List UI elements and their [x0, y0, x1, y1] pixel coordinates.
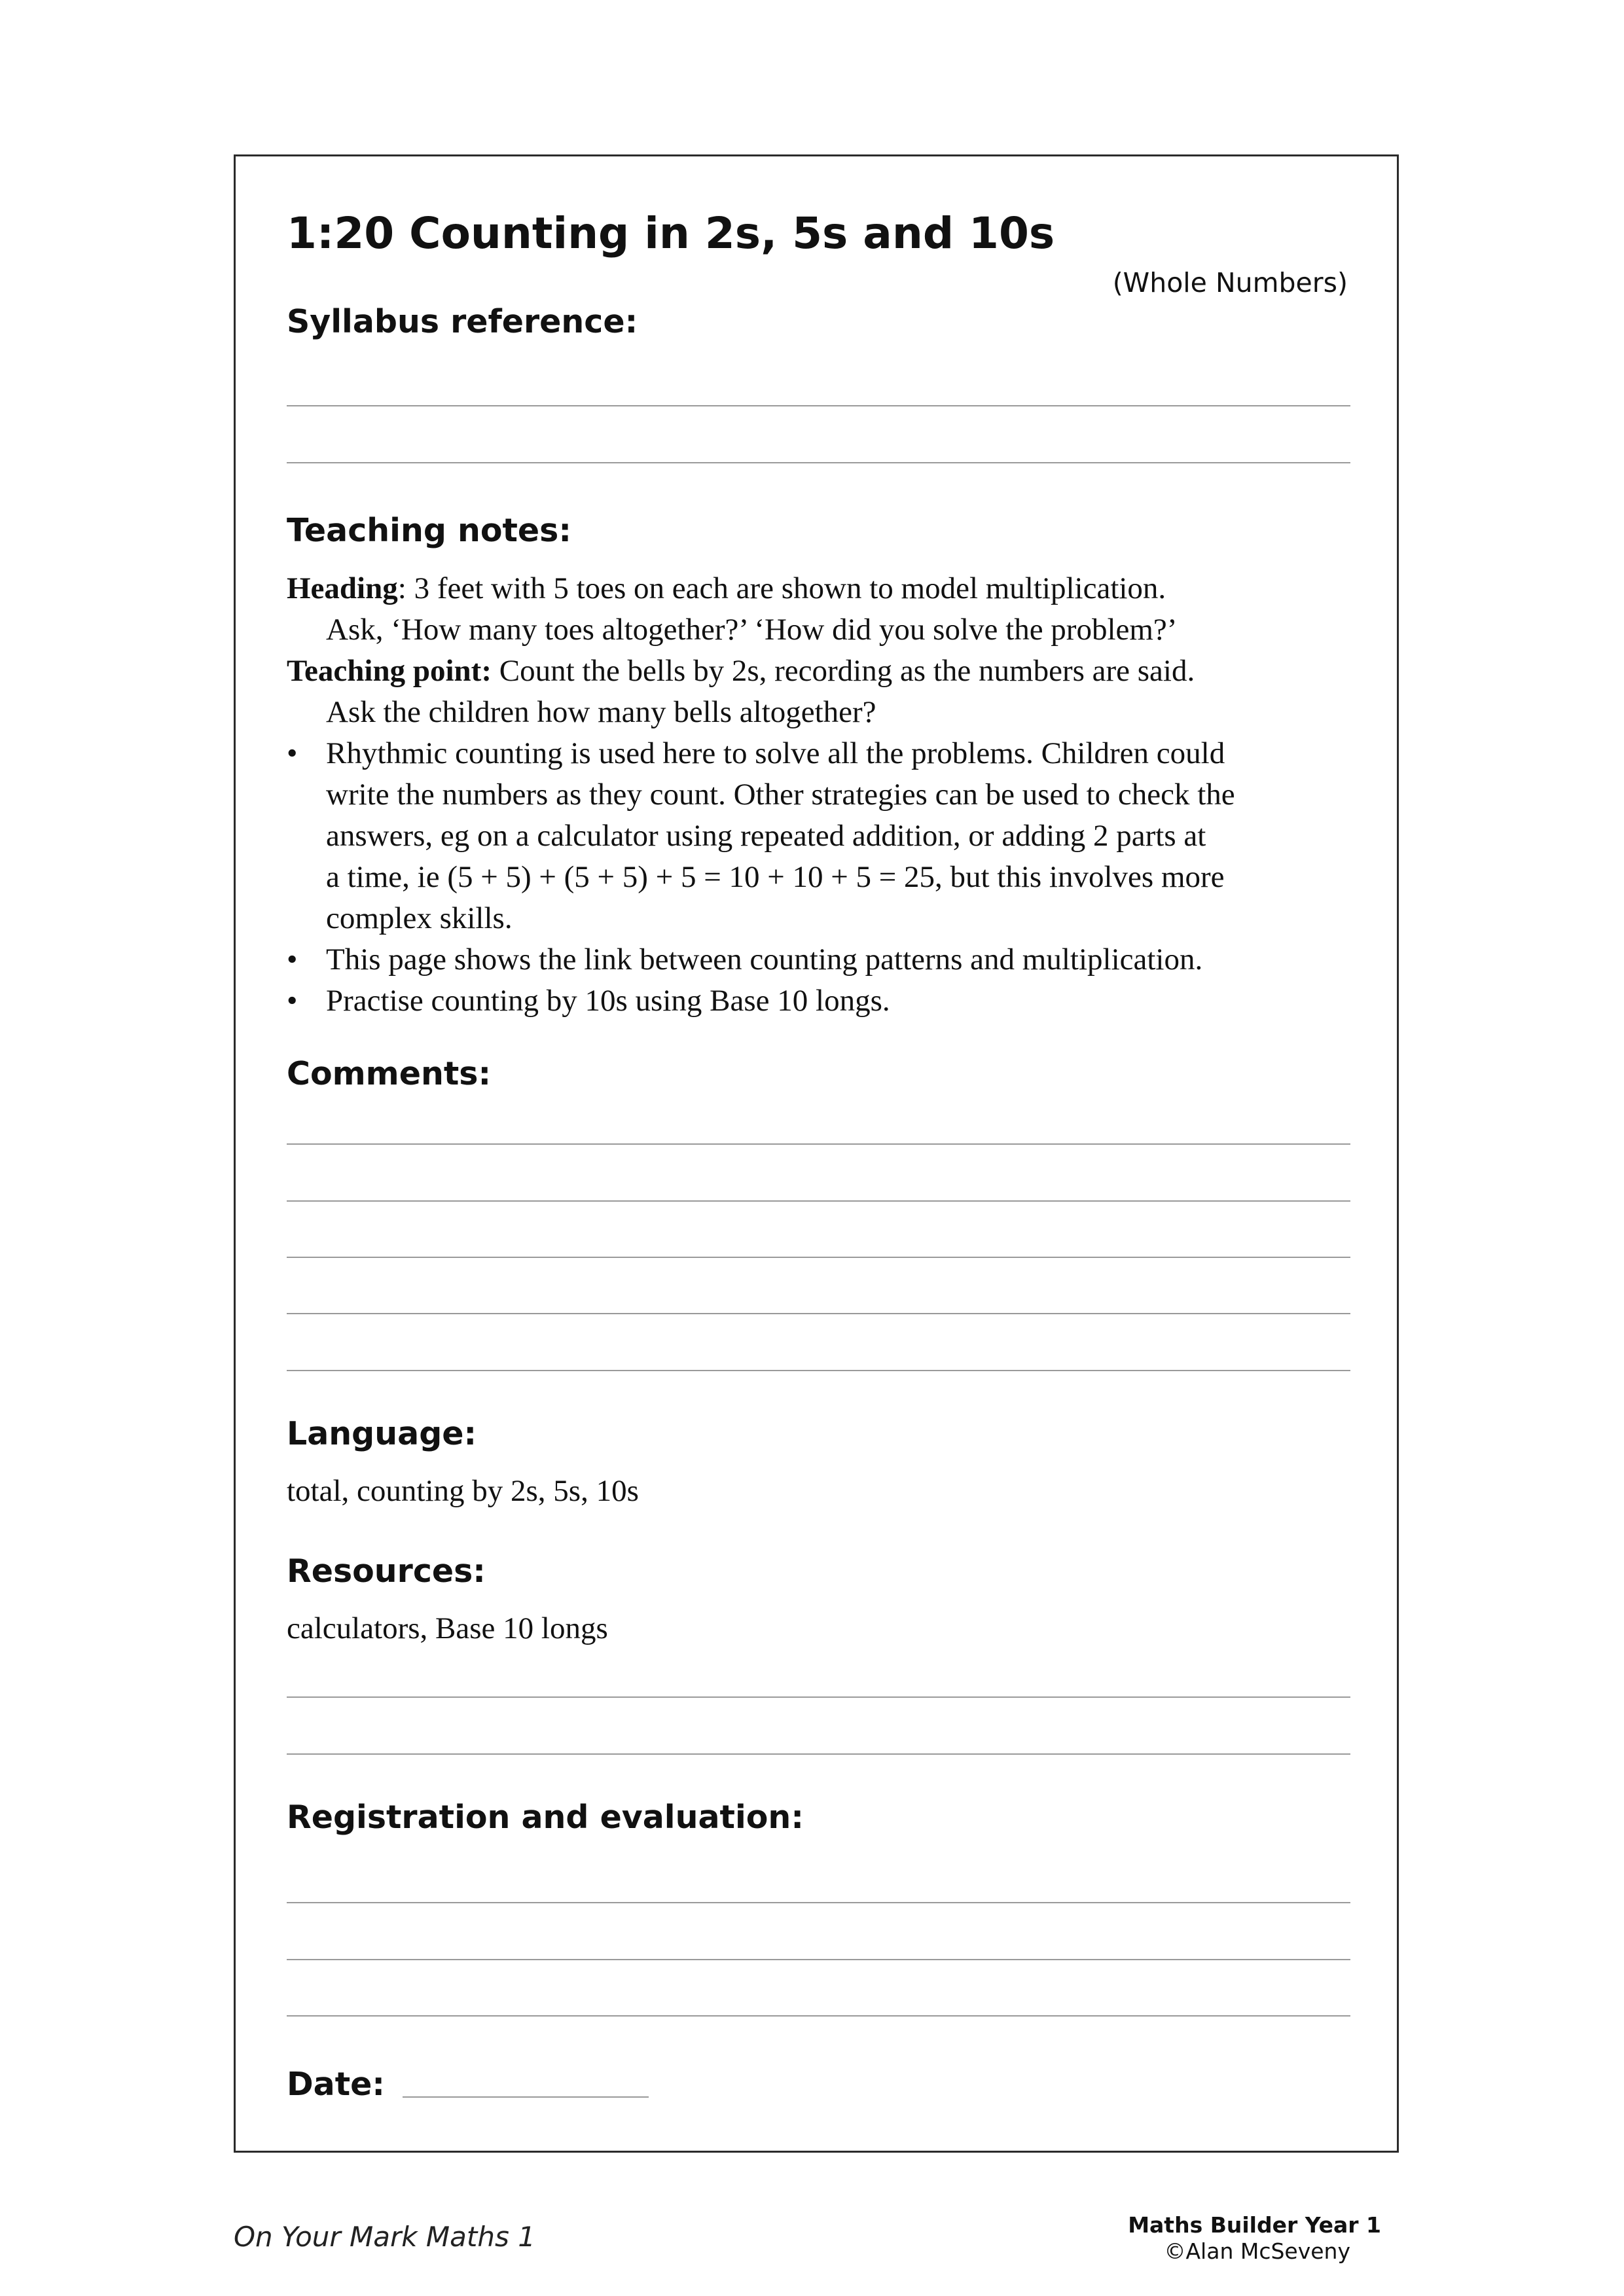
resources-heading: Resources: — [287, 1552, 486, 1590]
bullet-icon: • — [287, 942, 298, 977]
page-title: 1:20 Counting in 2s, 5s and 10s — [287, 208, 1055, 259]
date-line — [403, 2096, 649, 2098]
language-heading: Language: — [287, 1415, 477, 1452]
bullet-icon: • — [287, 736, 298, 770]
heading-note — [287, 568, 1360, 609]
teaching-point — [287, 651, 1360, 692]
comments-line-3 — [287, 1257, 1350, 1258]
registration-line-3 — [287, 2015, 1350, 2017]
bullet-1-line: a time, ie (5 + 5) + (5 + 5) + 5 = 10 + 10 + 5 = 25, but this involves more — [326, 860, 1225, 894]
footer-series: On Your Mark Maths 1 — [234, 2221, 535, 2253]
bullet-1-line: Rhythmic counting is used here to solve all the problems. Children could — [326, 736, 1225, 770]
bullet-2-text: This page shows the link between counting patterns and multiplication. — [326, 942, 1203, 977]
resources-line-2 — [287, 1753, 1350, 1755]
registration-heading: Registration and evaluation: — [287, 1799, 804, 1836]
bullet-item-2 — [287, 939, 1360, 980]
page-border — [234, 154, 1399, 2153]
date-label: Date: — [287, 2066, 385, 2103]
bullet-1-line: complex skills. — [326, 901, 513, 935]
comments-line-1 — [287, 1143, 1350, 1145]
comments-line-2 — [287, 1200, 1350, 1202]
syllabus-line-2 — [287, 462, 1350, 463]
registration-line-2 — [287, 1959, 1350, 1960]
teaching-point-text: Count the bells by 2s, recording as the numbers are said. — [491, 654, 1195, 688]
language-text: total, counting by 2s, 5s, 10s — [287, 1474, 639, 1508]
resources-text: calculators, Base 10 longs — [287, 1611, 608, 1645]
comments-line-4 — [287, 1313, 1350, 1314]
comments-heading: Comments: — [287, 1055, 492, 1092]
teaching-notes-heading: Teaching notes: — [287, 512, 571, 549]
heading-note-cont: Ask, ‘How many toes altogether?’ ‘How did you solve the problem?’ — [326, 613, 1178, 647]
resources-line-1 — [287, 1696, 1350, 1698]
comments-line-5 — [287, 1370, 1350, 1371]
strand-label: (Whole Numbers) — [1112, 267, 1348, 298]
footer-copyright: ©Alan McSeveny — [1164, 2238, 1350, 2264]
bullet-icon: • — [287, 984, 298, 1018]
heading-note-text: : 3 feet with 5 toes on each are shown to model multiplication. — [397, 571, 1166, 605]
footer-book-title: Maths Builder Year 1 — [1128, 2212, 1381, 2238]
syllabus-heading: Syllabus reference: — [287, 303, 638, 340]
syllabus-line-1 — [287, 405, 1350, 406]
teaching-point-label: Teaching point: — [287, 654, 492, 688]
bullet-1-line: answers, eg on a calculator using repeated addition, or adding 2 parts at — [326, 819, 1206, 853]
bullet-3-text: Practise counting by 10s using Base 10 longs. — [326, 984, 890, 1018]
bullet-1-line: write the numbers as they count. Other strategies can be used to check the — [326, 778, 1235, 812]
registration-line-1 — [287, 1902, 1350, 1903]
teaching-point-cont: Ask the children how many bells altogether? — [326, 695, 876, 729]
teaching-notes-body — [287, 568, 1360, 1022]
bullet-item-1 — [287, 733, 1360, 939]
heading-note-label: Heading — [287, 571, 398, 605]
bullet-item-3 — [287, 980, 1360, 1022]
